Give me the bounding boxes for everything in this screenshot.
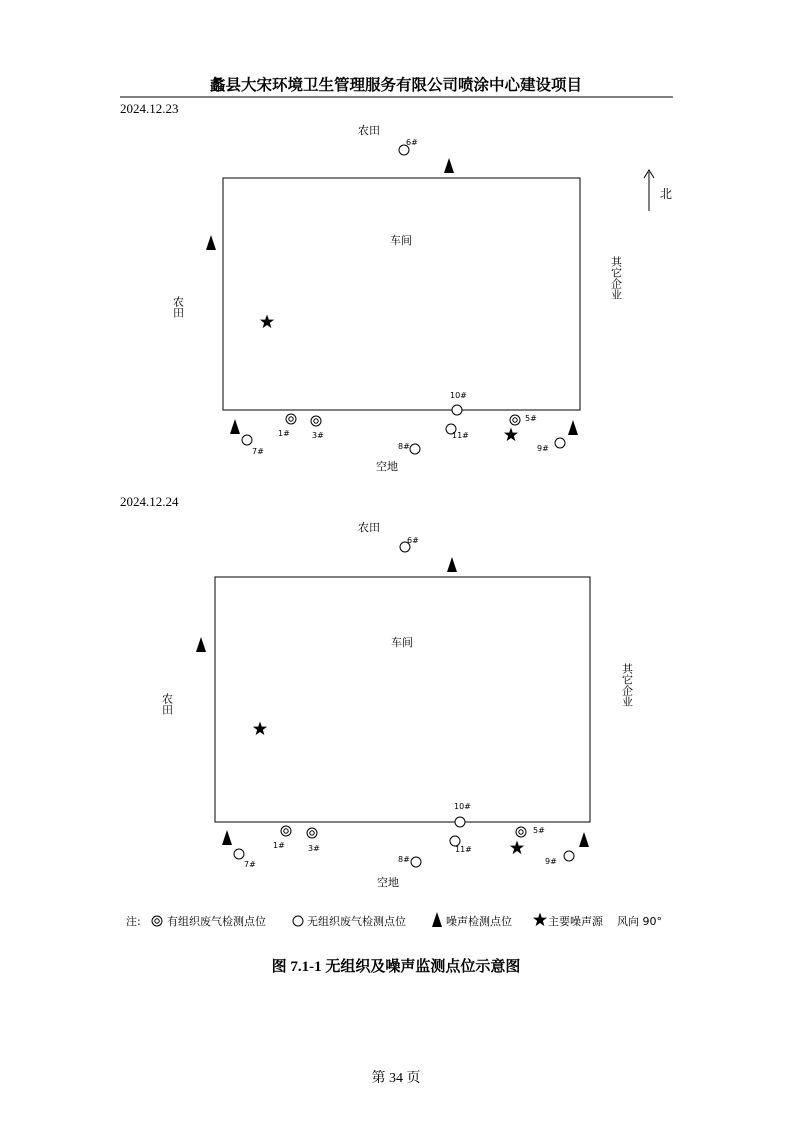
triangle-icon	[222, 830, 232, 845]
point-label: 7#	[244, 860, 256, 869]
legend-noise: 噪声检测点位	[446, 915, 512, 928]
legend-unorganized: 无组织废气检测点位	[307, 915, 406, 928]
north-label: 北	[660, 187, 673, 201]
triangle-icon	[568, 420, 578, 435]
point-label: 9#	[537, 444, 549, 453]
circle-icon	[411, 857, 421, 867]
point-label: 9#	[545, 857, 557, 866]
legend-prefix: 注:	[126, 915, 141, 928]
point-label: 1#	[273, 841, 285, 850]
star-icon	[260, 315, 274, 329]
legend	[126, 912, 662, 928]
point-label: 7#	[252, 447, 264, 456]
star-icon	[253, 722, 267, 736]
point-label: 10#	[450, 391, 467, 400]
label-top: 农田	[358, 124, 380, 137]
double-circle-icon	[286, 414, 296, 424]
double-circle-icon	[307, 828, 317, 838]
header-title: 蠡县大宋环境卫生管理服务有限公司喷涂中心建设项目	[209, 77, 583, 94]
double-circle-icon	[516, 827, 526, 837]
label-top: 农田	[358, 521, 380, 534]
circle-icon	[455, 817, 465, 827]
circle-icon	[293, 916, 303, 926]
circle-icon	[234, 849, 244, 859]
double-circle-icon	[510, 415, 520, 425]
label-right: 其它企业	[609, 256, 623, 300]
circle-icon	[410, 444, 420, 454]
diagram-2	[120, 494, 634, 889]
legend-wind: 风向 90°	[617, 915, 662, 928]
point-label: 8#	[398, 855, 410, 864]
legend-organized: 有组织废气检测点位	[167, 915, 266, 928]
point-label: 8#	[398, 442, 410, 451]
north-arrow-icon	[644, 170, 654, 211]
point-label: 11#	[455, 845, 472, 854]
star-icon	[533, 913, 547, 927]
triangle-icon	[206, 235, 216, 250]
label-bottom: 空地	[376, 460, 398, 473]
triangle-icon	[444, 158, 454, 173]
figure-caption: 图 7.1-1 无组织及噪声监测点位示意图	[271, 959, 521, 975]
star-icon	[504, 428, 518, 442]
point-label: 6#	[406, 138, 418, 147]
label-bottom: 空地	[377, 876, 399, 889]
label-center: 车间	[390, 234, 412, 247]
workshop-outline	[215, 577, 590, 822]
double-circle-icon	[281, 826, 291, 836]
point-label: 6#	[407, 536, 419, 545]
circle-icon	[242, 435, 252, 445]
label-right: 其它企业	[620, 663, 634, 707]
point-label: 10#	[454, 802, 471, 811]
double-circle-icon	[152, 916, 162, 926]
triangle-icon	[579, 832, 589, 847]
label-left: 农田	[160, 693, 174, 715]
label-left: 农田	[171, 296, 185, 318]
circle-icon	[452, 405, 462, 415]
triangle-icon	[230, 419, 240, 434]
point-label: 5#	[533, 826, 545, 835]
diagram-date: 2024.12.23	[120, 101, 179, 116]
label-center: 车间	[391, 636, 413, 649]
point-label: 3#	[312, 431, 324, 440]
diagram-date: 2024.12.24	[120, 494, 179, 509]
diagram-1	[120, 101, 672, 473]
star-icon	[510, 841, 524, 855]
point-label: 5#	[525, 414, 537, 423]
triangle-icon	[196, 637, 206, 652]
workshop-outline	[223, 178, 580, 410]
point-label: 11#	[452, 431, 469, 440]
circle-icon	[564, 851, 574, 861]
triangle-icon	[447, 557, 457, 572]
point-label: 3#	[308, 844, 320, 853]
double-circle-icon	[311, 416, 321, 426]
legend-source: 主要噪声源	[548, 915, 603, 928]
point-label: 1#	[278, 429, 290, 438]
circle-icon	[555, 438, 565, 448]
triangle-icon	[432, 912, 442, 927]
page-number: 第 34 页	[371, 1071, 421, 1086]
